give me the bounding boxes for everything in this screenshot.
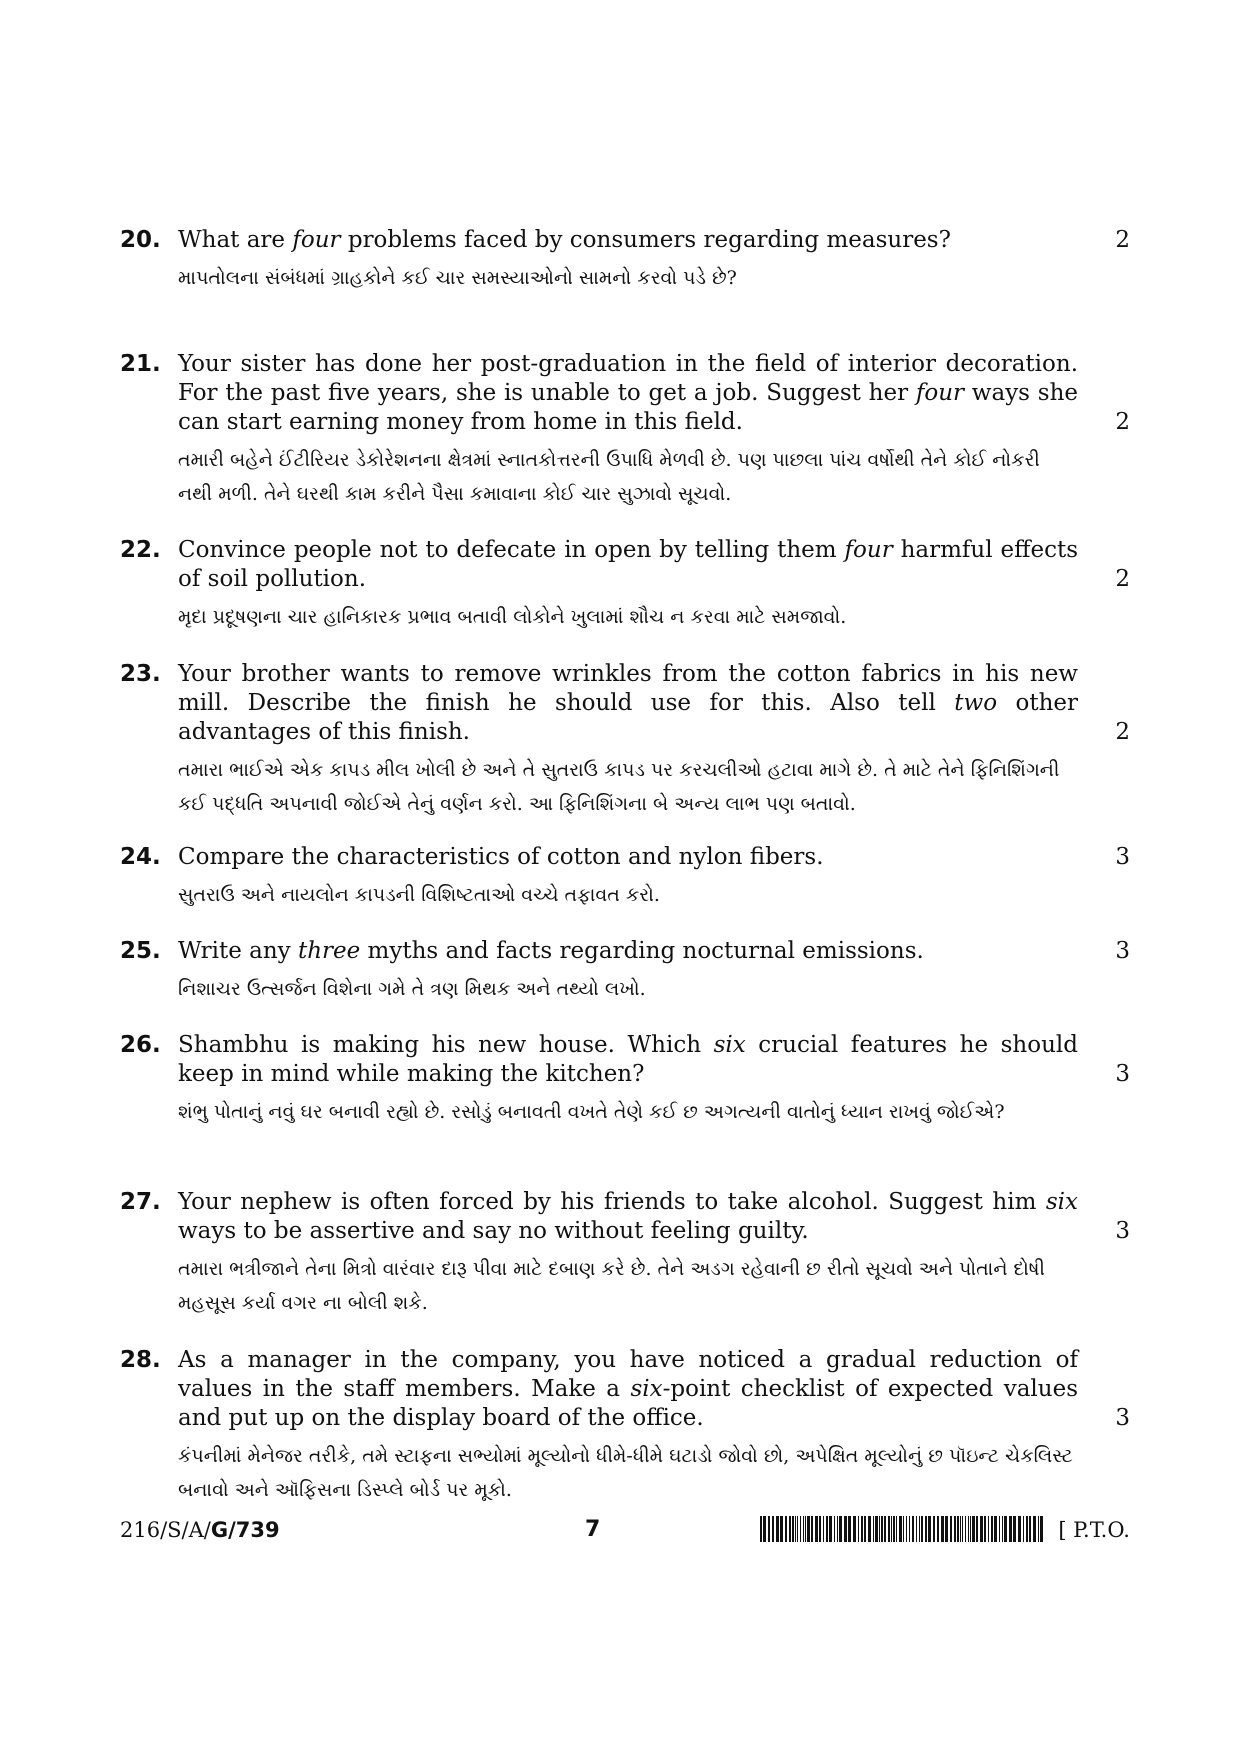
question-text-gujarati: સુતરાઉ અને નાયલોન કાપડની વિશિષ્ટતાઓ વચ્ચે તફાવત કરો. [178,884,660,906]
question-text-gujarati: તમારા ભાઈએ એક કાપડ મીલ ખોલી છે અને તે સુતરાઉ કાપડ પર કરચલીઓ હટાવા માગે છે. તે માટે તેને ફિનિશિંગની કઈ પદ્ધતિ અપનાવી જોઈએ તેનું વર્ણન કરો. આ ફિનિશિંગના બે અન્ય લાભ પણ બતાવો. [178,759,1060,815]
question-text-english: Your nephew is often forced by his friends to take alcohol. Suggest him six ways to be assertive and say no without feeling guilty. [178,1189,1078,1244]
page-number: 7 [585,1517,601,1542]
question-marks: 2 [1115,409,1130,435]
question-text-english: What are four problems faced by consumers regarding measures? [178,227,951,253]
question-text-gujarati: નિશાચર ઉત્સર્જન વિશેના ગમે તે ત્રણ મિથક અને તથ્યો લખો. [178,978,646,1000]
question-25 [120,937,1130,1006]
question-28 [120,1346,1130,1507]
question-22 [120,536,1130,634]
question-text-gujarati: શંભુ પોતાનું નવું ઘર બનાવી રહ્યો છે. રસોડું બનાવતી વખતે તેણે કઈ છ અગત્યની વાતોનું ધ્યાન રાખવું જોઈએ? [178,1101,1005,1123]
question-number: 20. [120,227,161,253]
pto-label: [ P.T.O. [1058,1518,1130,1542]
question-number: 23. [120,661,161,687]
question-text-gujarati: કંપનીમાં મેનેજર તરીકે, તમે સ્ટાફના સભ્યોમાં મૂલ્યોનો ધીમે-ધીમે ઘટાડો જોવો છો, અપેક્ષિત મૂલ્યોનું છ પૉઇન્ટ ચેકલિસ્ટ બનાવો અને ઑફિસના ડિસ્પ્લે બોર્ડ પર મૂકો. [178,1445,1073,1501]
question-text-gujarati: તમારી બહેને ઈંટીરિયર ડેકોરેશનના ક્ષેત્રમાં સ્નાતકોત્તરની ઉપાધિ મેળવી છે. પણ પાછલા પાંચ વર્ષોથી તેને કોઈ નોકરી નથી મળી. તેને ઘરથી કામ કરીને પૈસા કમાવાના કોઈ ચાર સુઝાવો સૂચવો. [178,449,1040,505]
paper-code: 216/S/A/G/739 [120,1518,280,1542]
question-number: 21. [120,351,161,377]
question-24 [120,843,1130,912]
question-text-gujarati: મૃદા પ્રદૂષણના ચાર હાનિકારક પ્રભાવ બતાવી લોકોને ખુલામાં શૌચ ન કરવા માટે સમજાવો. [178,606,847,628]
question-marks: 3 [1115,1218,1130,1244]
question-number: 22. [120,537,161,563]
question-number: 27. [120,1189,161,1215]
question-text-gujarati: માપતોલના સંબંધમાં ગ્રાહકોને કઈ ચાર સમસ્યાઓનો સામનો કરવો પડે છે? [178,267,737,289]
question-number: 28. [120,1347,161,1373]
question-text-english: Shambhu is making his new house. Which six crucial features he should keep in mind while making the kitchen? [178,1032,1078,1087]
question-26 [120,1031,1130,1129]
question-marks: 3 [1115,1061,1130,1087]
question-marks: 3 [1115,938,1130,964]
question-text-english: Write any three myths and facts regarding nocturnal emissions. [178,938,924,964]
barcode [760,1516,1045,1542]
question-text-english: As a manager in the company, you have noticed a gradual reduction of values in the staff members. Make a six-point checklist of expected values and put up on the display board of the office. [178,1347,1079,1431]
question-text-english: Your sister has done her post-graduation in the field of interior decoration. For the past five years, she is unable to get a job. Suggest her four ways she can start earning money from home in this field. [178,351,1078,435]
question-number: 26. [120,1032,161,1058]
question-27 [120,1188,1130,1320]
question-21 [120,350,1130,511]
question-marks: 2 [1115,719,1130,745]
question-marks: 3 [1115,1405,1130,1431]
question-text-gujarati: તમારા ભત્રીજાને તેના મિત્રો વારંવાર દારૂ પીવા માટે દબાણ કરે છે. તેને અડગ રહેવાની છ રીતો સૂચવો અને પોતાને દોષી મહસૂસ કર્યા વગર ના બોલી શકે. [178,1258,1045,1314]
question-marks: 2 [1115,566,1130,592]
question-20 [120,226,1130,295]
page-footer [120,1514,1130,1546]
question-marks: 3 [1115,844,1130,870]
question-marks: 2 [1115,227,1130,253]
question-text-english: Your brother wants to remove wrinkles from the cotton fabrics in his new mill. Describe the finish he should use for this. Also tell two other advantages of this finish. [178,661,1078,745]
question-number: 24. [120,844,161,870]
question-number: 25. [120,938,161,964]
question-23 [120,660,1130,821]
question-text-english: Compare the characteristics of cotton and nylon fibers. [178,844,824,870]
question-text-english: Convince people not to defecate in open by telling them four harmful effects of soil pollution. [178,537,1078,592]
